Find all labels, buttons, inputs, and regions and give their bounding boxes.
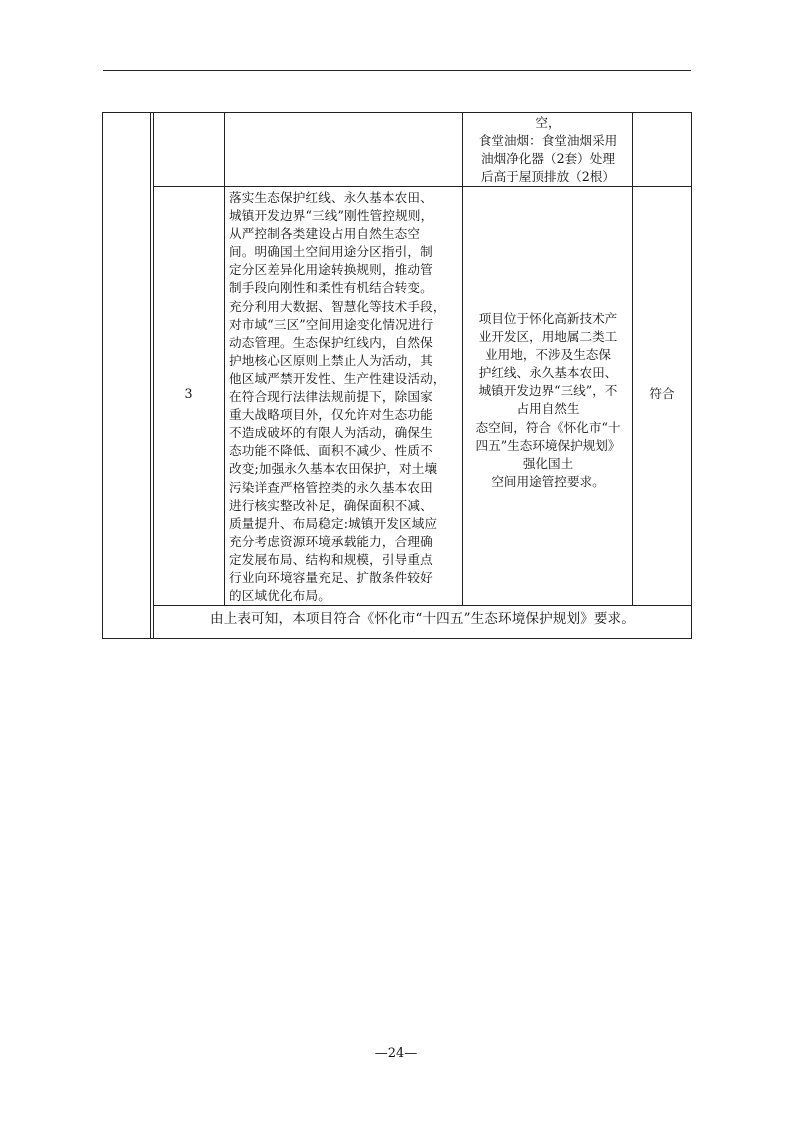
table-conclusion: 由上表可知，本项目符合《怀化市“十四五”生态环境保护规划》要求。 [210,611,635,627]
continued-analysis-cell: 空， 食堂油烟：食堂油烟采用 油烟净化器（2套）处理 后高于屋顶排放（2根） [478,115,618,185]
analysis-cell: 项目位于怀化高新技术产 业开发区，用地属二类工 业用地，不涉及生态保 护红线、永久基本农田、 城镇开发边界“三线”，不 占用自然生 态空间，符合《怀化市“十 四五”生态环境保护规划》 强化国土 空间用途管控要求。 [475,311,621,489]
table-divider [150,112,151,639]
row-number: 3 [184,386,193,401]
result-cell: 符合 [649,386,675,401]
page-number: —24— [374,1046,418,1061]
table-divider [153,112,154,639]
requirement-cell: 落实生态保护红线、永久基本农田、 城镇开发边界“三线”刚性管控规则， 从严控制各类建设占用自然生态空 间。明确国土空间用途分区指引，制 定分区差异化用途转换规则，推动管 制手段向刚性和柔性有机结合转变。 充分利用大数据、智慧化等技术手段， 对市域“三区”空间用途变化情况进行 动态管理。生态保护红线内，自然保 护地核心区原则上禁止人为活动，其 他区域严禁开发性、生产性建设活动， 在符合现行法律法规前提下，除国家 重大战略项目外，仅允许对生态功能 不造成破坏的有限人为活动，确保生 态功能不降低、面积不减少、性质不 改变;加强永久基本农田保护，对土壤 污染详查严格管控类的永久基本农田 进行核实整改补足，确保面积不减、 质量提升、布局稳定:城镇开发区域应 充分考虑资源环境承载能力，合理确 定发展布局、结构和规模，引导重点 行业向环境容量充足、扩散条件较好 的区域优化布局。 [229,190,446,604]
header-rule [103,70,691,71]
